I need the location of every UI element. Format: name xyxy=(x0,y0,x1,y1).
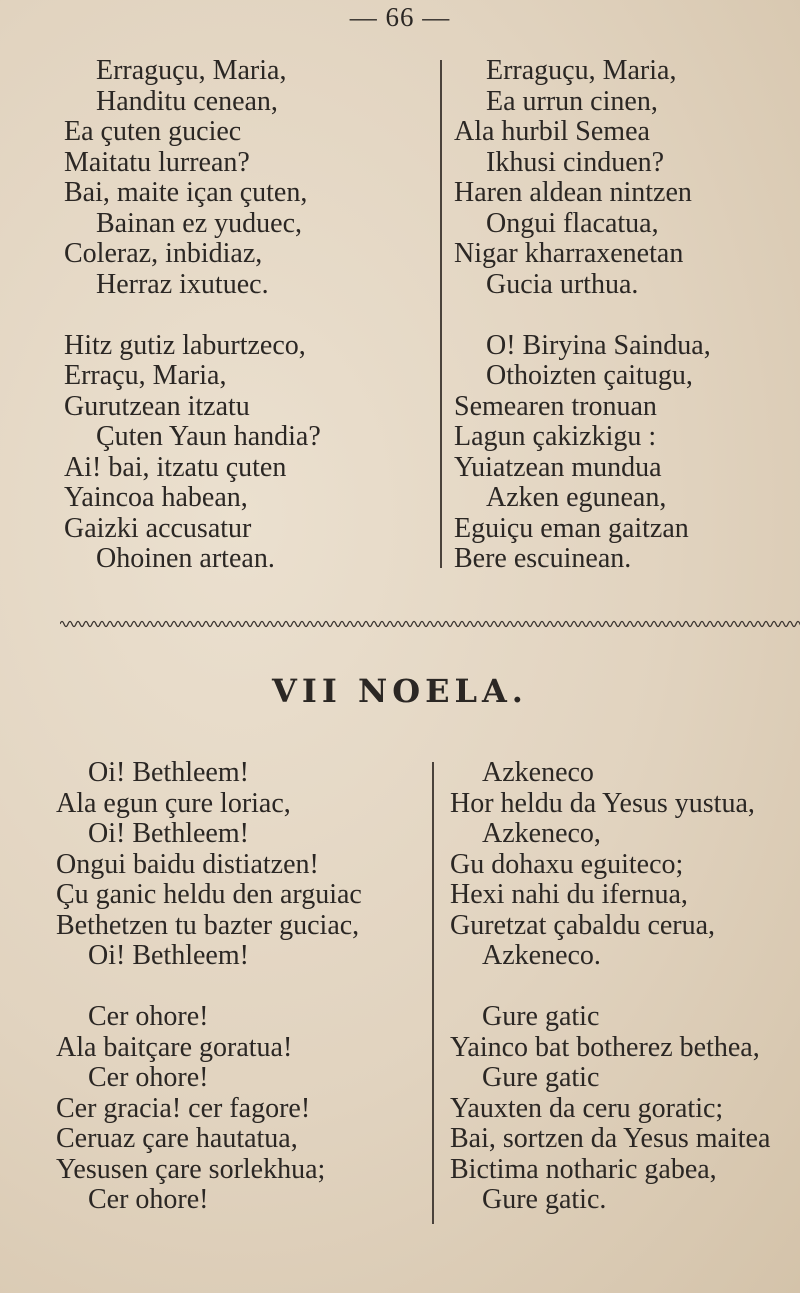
verse-line: Maitatu lurrean? xyxy=(64,146,250,178)
verse-line: Othoizten çaitugu, xyxy=(486,360,693,391)
verse-line: Ea urrun cinen, xyxy=(486,85,658,117)
verse-line: Çu ganic heldu den arguiac xyxy=(56,879,362,910)
verse-line: Bethetzen tu bazter guciac, xyxy=(56,909,360,941)
column-divider-top xyxy=(440,60,442,568)
verse-line: Bictima notharic gabea, xyxy=(450,1153,717,1185)
verse-line: Oi! Bethleem! xyxy=(88,940,249,971)
verse-line: Ohoinen artean. xyxy=(96,543,275,574)
verse-line: Gure gatic xyxy=(482,1062,600,1093)
verse-line: Gure gatic. xyxy=(482,1184,607,1215)
stanza-break xyxy=(64,300,321,331)
verse-line: Azkeneco xyxy=(482,757,594,788)
verse-line: Ea çuten guciec xyxy=(64,116,242,147)
verse-line: Lagun çakizkigu : xyxy=(454,421,657,452)
verse-line: Gaizki accusatur xyxy=(64,512,252,544)
stanza-break xyxy=(56,972,362,1003)
verse-line: Herraz ixutuec. xyxy=(96,268,269,300)
verse-line: Gure gatic xyxy=(482,1001,600,1032)
verse-line: Azkeneco, xyxy=(482,818,601,849)
verse-line: Guretzat çabaldu cerua, xyxy=(450,909,716,941)
stanza-break xyxy=(450,972,770,1003)
verse-line: Gucia urthua. xyxy=(486,268,639,300)
verse-line: Ala egun çure loriac, xyxy=(56,787,291,819)
verse-line: Ongui flacatua, xyxy=(486,207,659,239)
verse-line: Yaincoa habean, xyxy=(64,482,248,513)
verse-line: Yuiatzean mundua xyxy=(454,451,662,483)
verse-line: Cer ohore! xyxy=(88,1062,209,1093)
verse-line: Yesusen çare sorlekhua; xyxy=(56,1153,326,1185)
verse-line: Azkeneco. xyxy=(482,940,601,971)
verse-line: Çuten Yaun handia? xyxy=(96,421,321,452)
page-number: — 66 — xyxy=(349,2,451,32)
verse-line: Ikhusi cinduen? xyxy=(486,146,665,178)
verse-line: Yauxten da ceru goratic; xyxy=(450,1092,724,1124)
poem-right-column-top xyxy=(454,56,711,575)
verse-line: Bere escuinean. xyxy=(454,543,632,574)
verse-line: Yainco bat botherez bethea, xyxy=(450,1031,760,1063)
verse-line: Coleraz, inbidiaz, xyxy=(64,238,263,269)
verse-line: Oi! Bethleem! xyxy=(88,757,249,788)
verse-line: Erraguçu, Maria, xyxy=(96,55,287,86)
verse-line: Cer ohore! xyxy=(88,1001,209,1032)
verse-line: Cer gracia! cer fagore! xyxy=(56,1092,311,1124)
verse-line: O! Biryina Saindua, xyxy=(486,329,711,361)
verse-line: Oi! Bethleem! xyxy=(88,818,249,849)
verse-line: Handitu cenean, xyxy=(96,85,278,117)
verse-line: Ala hurbil Semea xyxy=(454,116,650,147)
verse-line: Bai, maite içan çuten, xyxy=(64,177,308,208)
verse-line: Nigar kharraxenetan xyxy=(454,238,684,269)
wavy-divider xyxy=(60,618,800,630)
verse-line: Semearen tronuan xyxy=(454,390,657,422)
verse-line: Bainan ez yuduec, xyxy=(96,207,303,239)
verse-line: Cer ohore! xyxy=(88,1184,209,1215)
verse-line: Eguiçu eman gaitzan xyxy=(454,512,689,544)
poem-left-column-bottom xyxy=(56,758,362,1216)
verse-line: Ai! bai, itzatu çuten xyxy=(64,451,287,483)
verse-line: Gurutzean itzatu xyxy=(64,390,250,422)
section-title: VII NOELA. xyxy=(272,672,528,710)
verse-line: Hitz gutiz laburtzeco, xyxy=(64,329,306,361)
verse-line: Erraçu, Maria, xyxy=(64,360,227,391)
verse-line: Ongui baidu distiatzen! xyxy=(56,848,319,880)
poem-right-column-bottom xyxy=(450,758,770,1216)
poem-left-column-top xyxy=(64,56,321,575)
verse-line: Hexi nahi du ifernua, xyxy=(450,879,688,910)
verse-line: Bai, sortzen da Yesus maitea xyxy=(450,1123,771,1154)
verse-line: Hor heldu da Yesus yustua, xyxy=(450,787,755,819)
verse-line: Ala baitçare goratua! xyxy=(56,1031,293,1063)
verse-line: Ceruaz çare hautatua, xyxy=(56,1123,298,1154)
verse-line: Azken egunean, xyxy=(486,482,667,513)
stanza-break xyxy=(454,300,711,331)
verse-line: Erraguçu, Maria, xyxy=(486,55,677,86)
verse-line: Haren aldean nintzen xyxy=(454,177,692,208)
column-divider-bottom xyxy=(432,762,434,1224)
verse-line: Gu dohaxu eguiteco; xyxy=(450,848,684,880)
